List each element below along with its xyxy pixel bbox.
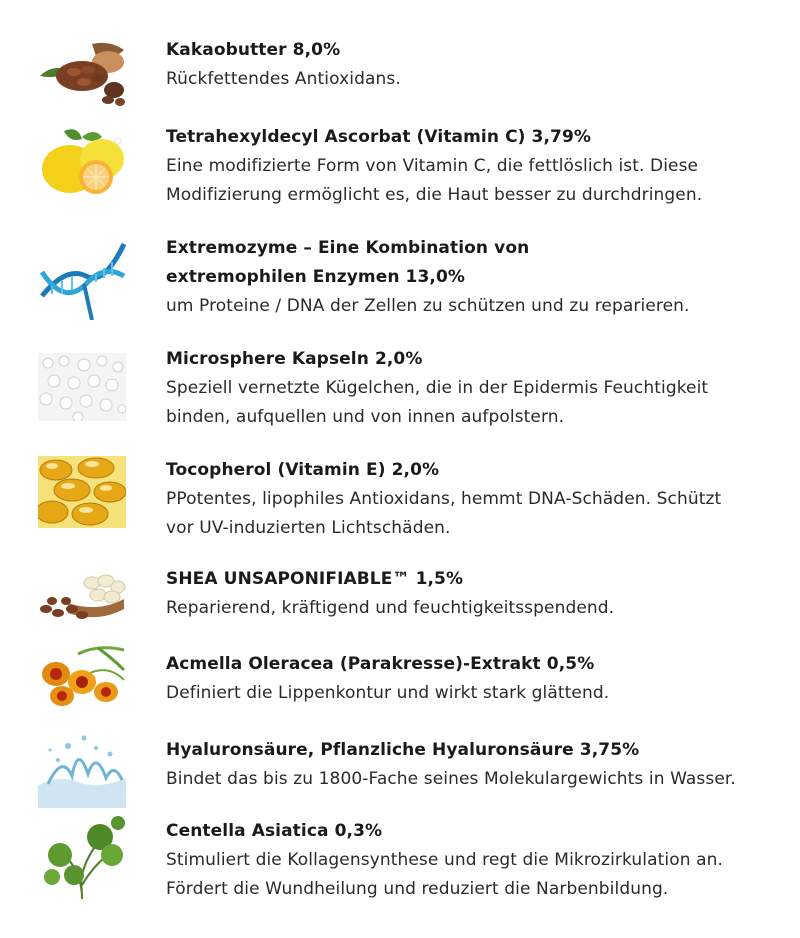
- white-spheres-icon: [38, 353, 126, 421]
- water-splash-icon: [38, 724, 126, 792]
- acmella-flower-icon: [38, 644, 126, 712]
- ingredient-description: Speziell vernetzte Kügelchen, die in der Epidermis Feuchtigkeit: [166, 378, 709, 398]
- ingredient-description: vor UV-induzierten Lichtschäden.: [166, 518, 451, 538]
- ingredient-title: Microsphere Kapseln 2,0%: [166, 349, 423, 369]
- ingredient-description: binden, aufquellen und von innen aufpolstern.: [166, 407, 565, 427]
- ingredient-text: [166, 123, 776, 210]
- ingredient-text: [166, 736, 776, 794]
- ingredient-description: Bindet das bis zu 1800-Fache seines Molekulargewichts in Wasser.: [166, 769, 736, 789]
- ingredient-description: Reparierend, kräftigend und feuchtigkeitsspendend.: [166, 598, 615, 618]
- ingredient-text: [166, 565, 776, 623]
- ingredient-title: Tetrahexyldecyl Ascorbat (Vitamin C) 3,79%: [166, 127, 592, 147]
- ingredient-title: Tocopherol (Vitamin E) 2,0%: [166, 460, 440, 480]
- ingredient-title: extremophilen Enzymen 13,0%: [166, 267, 466, 287]
- ingredient-text: [166, 817, 776, 904]
- lemon-icon: [38, 127, 126, 195]
- ingredient-description: Rückfettendes Antioxidans.: [166, 69, 401, 89]
- ingredient-text: [166, 234, 776, 321]
- ingredient-title: SHEA UNSAPONIFIABLE™ 1,5%: [166, 569, 464, 589]
- ingredient-description: Fördert die Wundheilung und reduziert die Narbenbildung.: [166, 879, 669, 899]
- ingredient-title: Centella Asiatica 0,3%: [166, 821, 383, 841]
- ingredient-description: Definiert die Lippenkontur und wirkt stark glättend.: [166, 683, 610, 703]
- shea-nuts-icon: [38, 569, 126, 637]
- ingredient-description: Modifizierung ermöglicht es, die Haut besser zu durchdringen.: [166, 185, 703, 205]
- centella-leaves-icon: [38, 815, 126, 883]
- ingredient-text: [166, 345, 776, 432]
- ingredient-text: [166, 456, 776, 543]
- ingredient-description: Stimuliert die Kollagensynthese und regt die Mikrozirkulation an.: [166, 850, 723, 870]
- ingredient-text: [166, 36, 776, 94]
- ingredient-description: Eine modifizierte Form von Vitamin C, die fettlöslich ist. Diese: [166, 156, 699, 176]
- ingredient-title: Acmella Oleracea (Parakresse)-Extrakt 0,5%: [166, 654, 595, 674]
- oil-capsules-icon: [38, 456, 126, 524]
- cocoa-beans-icon: [38, 40, 126, 108]
- dna-helix-icon: [38, 236, 126, 304]
- ingredient-title: Hyaluronsäure, Pflanzliche Hyaluronsäure 3,75%: [166, 740, 640, 760]
- ingredient-description: um Proteine / DNA der Zellen zu schützen und zu reparieren.: [166, 296, 690, 316]
- ingredient-title: Kakaobutter 8,0%: [166, 40, 341, 60]
- ingredient-description: PPotentes, lipophiles Antioxidans, hemmt DNA-Schäden. Schützt: [166, 489, 722, 509]
- ingredient-text: [166, 650, 776, 708]
- ingredient-title: Extremozyme – Eine Kombination von: [166, 238, 530, 258]
